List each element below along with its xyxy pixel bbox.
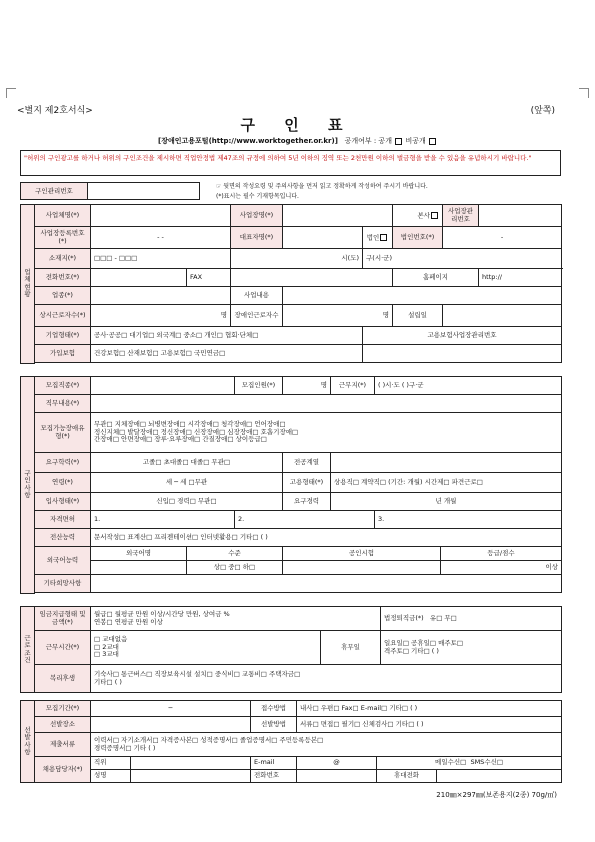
founded-field[interactable] [443, 305, 562, 327]
manager-phone-field[interactable] [297, 770, 377, 783]
language-name-header: 외국어명 [91, 547, 187, 561]
source-url: [장애인고용포털(http://www.worktogether.or.kr)] [158, 137, 338, 145]
duty-label: 직무내용(*) [35, 395, 91, 413]
severance-label: 법정퇴직금(*) [384, 613, 424, 622]
branch-name-field[interactable] [283, 205, 393, 227]
legal-warning: "허위의 구인광고를 하거나 허위의 구인조건을 제시하면 직업안정법 제47조의 규정에 의하여 5년 이하의 징역 또는 2천만원 이하의 벌금형을 받을 수 있음을 유념하시기 바랍니다." [20, 150, 561, 176]
industry-label: 업종(*) [35, 287, 91, 305]
disability-row: 정신지체□ 발달장애□ 정신장애□ 신장장애□ 심장장애□ 호흡기장애□ [94, 427, 299, 436]
disabled-workers-label: 장애인근로자수 [231, 305, 283, 327]
selection-table [20, 700, 562, 783]
corp-number-field[interactable]: - [443, 227, 562, 249]
branch-name-label: 사업장명(*) [231, 205, 283, 227]
wage-row: 월급□ 월평균 만원 이상/시간당 만원, 상여금 % [94, 610, 230, 619]
manager-name-label: 성명 [91, 770, 131, 783]
career-field[interactable]: 년 개월 [331, 493, 562, 511]
education-label: 요구학력(*) [35, 453, 91, 473]
workers-field[interactable]: 명 [91, 305, 231, 327]
address-label: 소재지(*) [35, 249, 91, 269]
representative-label: 대표자명(*) [231, 227, 283, 249]
phone-field[interactable] [91, 269, 187, 287]
wage-options[interactable] [91, 607, 381, 631]
selection-place-field[interactable] [91, 717, 251, 733]
company-table [20, 204, 562, 364]
fax-field[interactable] [231, 269, 393, 287]
representative-field[interactable] [283, 227, 363, 249]
language-score-field[interactable]: 이상 [441, 561, 562, 575]
career-label: 요구경력 [283, 493, 331, 511]
reg-number-field[interactable]: - - [91, 227, 231, 249]
documents-row: 이력서□ 자기소개서□ 자격증사본□ 성적증명서□ 졸업증명서□ 주민등록등본□ [94, 736, 324, 745]
duty-field[interactable] [91, 395, 562, 413]
disabled-workers-field[interactable]: 명 [283, 305, 393, 327]
postal-code-field[interactable]: □□□ - □□□ [91, 249, 231, 269]
recruit-table [20, 376, 562, 594]
language-name-field[interactable] [91, 561, 187, 575]
welfare-row: 기숙사□ 통근버스□ 직장보육시설 설치□ 중식비□ 교통비□ 주택자금□ [94, 670, 301, 679]
page-side: (앞쪽) [530, 106, 555, 116]
age-label: 연령(*) [35, 473, 91, 493]
sms-receive-option[interactable]: SMS수신□ [470, 758, 504, 767]
shift-option[interactable]: □ 2교대 [94, 642, 119, 651]
language-score-header: 등급/점수 [441, 547, 562, 561]
documents-options[interactable] [91, 733, 562, 757]
business-label: 사업내용 [231, 287, 283, 305]
language-level-header: 수준 [187, 547, 283, 561]
public-checkbox[interactable] [395, 138, 402, 145]
enterprise-type-label: 기업형태(*) [35, 327, 91, 345]
shift-option[interactable]: □ 3교대 [94, 650, 119, 659]
private-checkbox[interactable] [429, 138, 436, 145]
language-level-options[interactable]: 상□ 중□ 하□ [187, 561, 283, 575]
selection-place-label: 선발장소 [35, 717, 91, 733]
severance-options[interactable]: 유□ 무□ [429, 613, 457, 622]
company-name-label: 사업체명(*) [35, 205, 91, 227]
disclosure-private: 비공개 [405, 137, 426, 145]
enterprise-type-options[interactable]: 공사·공공□ 대기업□ 외국계□ 중소□ 개인□ 협회·단체□ [91, 327, 363, 345]
notification-options[interactable] [377, 757, 562, 770]
mail-receive-option[interactable]: 메일수신□ [435, 758, 467, 767]
instruction-line: (*)표시는 필수 기재항목입니다. [216, 193, 299, 200]
language-test-field[interactable] [283, 561, 441, 575]
conditions-table [20, 606, 562, 693]
other-wishes-field[interactable] [91, 575, 562, 593]
license-item[interactable]: 3. [375, 511, 562, 529]
manager-title-field[interactable] [131, 757, 251, 770]
severance-cell[interactable] [381, 607, 562, 631]
documents-label: 제출서류 [35, 733, 91, 757]
employment-type-label: 고용형태(*) [283, 473, 331, 493]
homepage-label: 홈페이지 [393, 269, 479, 287]
disclosure-public: 공개여부 : 공개 [344, 137, 392, 145]
job-field[interactable] [91, 377, 235, 395]
section-company: 업체현황 [21, 205, 35, 364]
holiday-label: 휴무일 [321, 631, 381, 665]
other-wishes-label: 기타희망사항 [35, 575, 91, 593]
crop-mark [579, 88, 589, 98]
industry-field[interactable] [91, 287, 231, 305]
workplace-field[interactable]: ( )시·도 ( )구·군 [375, 377, 562, 395]
wage-row: 연봉□ 연평균 만원 이상 [94, 617, 163, 626]
section-conditions: 근로조건 [21, 607, 35, 693]
mobile-field[interactable] [437, 770, 562, 783]
address-sigungu-field[interactable]: 구(시·군) [363, 249, 562, 269]
people-label: 모집인원(*) [235, 377, 283, 395]
selection-method-label: 선발방법 [251, 717, 297, 733]
insurance-number-field[interactable] [363, 345, 562, 363]
language-label: 외국어능력 [35, 547, 91, 575]
workplace-label: 근무지(*) [331, 377, 375, 395]
paper-spec: 210㎜×297㎜(보존용지(2종) 70g/㎡) [436, 791, 557, 799]
workers-label: 상시근로자수(*) [35, 305, 91, 327]
age-field[interactable]: 세 ─ 세 □무관 [91, 473, 283, 493]
phone-label: 전화번호(*) [35, 269, 91, 287]
major-field[interactable] [331, 453, 562, 473]
receipt-method-options[interactable]: 내사□ 우편□ Fax□ E-mail□ 기타□ ( ) [297, 701, 562, 717]
disability-row: 간장애□ 안면장애□ 장루·요루장애□ 간질장애□ 상이등급□ [94, 435, 267, 444]
site-mgmt-field[interactable] [479, 205, 562, 227]
holiday-row: 일요일□ 공휴일□ 매주토□ [384, 639, 464, 648]
employment-type-options[interactable]: 상용직□ 계약직□ (기간: 개월) 시간제□ 파견근로□ [331, 473, 562, 493]
manager-email-label: E-mail [251, 757, 297, 770]
crop-mark [6, 88, 16, 98]
insurance-label: 가입보험 [35, 345, 91, 363]
manager-name-field[interactable] [131, 770, 251, 783]
form-number: <별지 제2호서식> [17, 106, 93, 116]
section-selection: 선발사항 [21, 701, 35, 783]
work-hours-options[interactable] [91, 631, 321, 665]
welfare-label: 복리후생 [35, 665, 91, 693]
receipt-method-label: 접수방법 [251, 701, 297, 717]
license-label: 자격면허 [35, 511, 91, 529]
corp-number-label: 법인번호(*) [393, 227, 443, 249]
disability-type-label: 모집가능장애유형(*) [35, 413, 91, 453]
major-label: 전공계열 [283, 453, 331, 473]
address-sido-field[interactable]: 시(도) [231, 249, 363, 269]
instruction-line: ☞ 뒷면의 작성요령 및 주의사항을 먼저 읽고 정확하게 작성하여 주시기 바랍니다. [216, 183, 428, 190]
welfare-options[interactable] [91, 665, 562, 693]
holiday-options[interactable] [381, 631, 562, 665]
instructions [216, 182, 428, 202]
shift-option[interactable]: □ 교대없음 [94, 635, 128, 644]
head-office-option[interactable]: 본사 [393, 205, 443, 227]
computer-options[interactable]: 문서작성□ 표계산□ 프리젠테이션□ 인터넷활용□ 기타□ ( ) [91, 529, 562, 547]
people-field[interactable]: 명 [283, 377, 331, 395]
management-number-label: 구인관리번호 [20, 182, 88, 200]
homepage-field[interactable]: http:// [479, 269, 562, 287]
founded-label: 설립일 [393, 305, 443, 327]
hire-type-options[interactable]: 신입□ 경력□ 무관□ [91, 493, 283, 511]
holiday-row: 격주토□ 기타□ ( ) [384, 646, 439, 655]
selection-method-options[interactable]: 서류□ 면접□ 필기□ 신체검사□ 기타□ ( ) [297, 717, 562, 733]
manager-email-field[interactable]: @ [297, 757, 377, 770]
wage-label: 임금지급형태 및 금액(*) [35, 607, 91, 631]
fax-label: FAX [187, 269, 231, 287]
computer-label: 전산능력 [35, 529, 91, 547]
documents-row: 경력증명서□ 기타 ( ) [94, 743, 156, 752]
management-number-field[interactable] [88, 182, 200, 200]
site-mgmt-label: 사업장관리번호 [443, 205, 479, 227]
corporation-option[interactable]: 법인 [363, 227, 393, 249]
business-field[interactable] [283, 287, 562, 305]
hire-type-label: 입사형태(*) [35, 493, 91, 511]
reg-number-label: 사업장등록번호(*) [35, 227, 91, 249]
disability-row: 무관□ 지체장애□ 뇌병변장애□ 시각장애□ 청각장애□ 언어장애□ [94, 420, 286, 429]
insurance-number-label: 고용보험사업장관리번호 [363, 327, 562, 345]
page-title: 구 인 표 [240, 116, 355, 134]
license-item[interactable]: 1. [91, 511, 235, 529]
manager-label: 채용담당자(*) [35, 757, 91, 783]
mobile-label: 휴대전화 [377, 770, 437, 783]
language-test-header: 공인시험 [283, 547, 441, 561]
license-item[interactable]: 2. [235, 511, 375, 529]
work-hours-label: 근무시간(*) [35, 631, 91, 665]
source-line [0, 136, 595, 146]
period-label: 모집기간(*) [35, 701, 91, 717]
job-label: 모집직종(*) [35, 377, 91, 395]
manager-title-label: 직위 [91, 757, 131, 770]
section-recruit: 구인사항 [21, 377, 35, 594]
period-field[interactable]: ─ [91, 701, 251, 717]
company-name-field[interactable] [91, 205, 231, 227]
manager-phone-label: 전화번호 [251, 770, 297, 783]
disability-type-options[interactable] [91, 413, 562, 453]
insurance-options[interactable]: 건강보험□ 산재보험□ 고용보험□ 국민연금□ [91, 345, 363, 363]
education-options[interactable]: 고졸□ 초대졸□ 대졸□ 무관□ [91, 453, 283, 473]
welfare-row: 기타□ ( ) [94, 677, 122, 686]
